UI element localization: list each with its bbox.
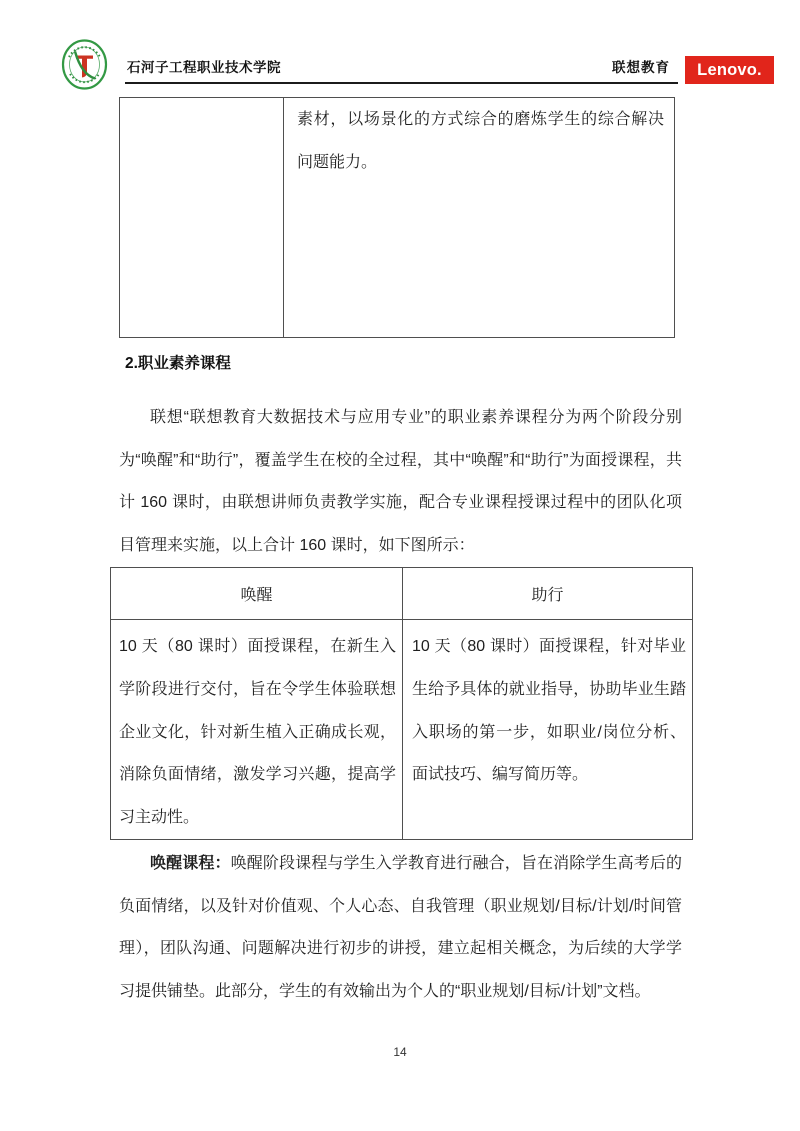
lenovo-logo — [685, 56, 774, 84]
page-number: 14 — [393, 1045, 407, 1059]
awaken-course-body: 唤醒阶段课程与学生入学教育进行融合，旨在消除学生高考后的负面情绪，以及针对价值观、个人心态、自我管理（职业规划/目标/计划/时间管理），团队沟通、问题解决进行初步的讲授，建立起相关概念，为后续的大学学习提供铺垫。此部分，学生的有效输出为个人的“职业规划/目标/计划”文档。 — [119, 855, 682, 1001]
course-table-header-assist: 助行 — [531, 587, 564, 604]
header-divider — [125, 82, 678, 84]
course-stage-table — [110, 567, 693, 840]
course-table-body-row — [111, 620, 692, 839]
lenovo-wordmark: Lenovo. — [697, 60, 762, 79]
awaken-course-paragraph — [119, 843, 682, 1014]
continuation-table-right-cell: 素材，以场景化的方式综合的磨炼学生的综合解决问题能力。 — [297, 111, 664, 171]
lenovo-education-label: 联想教育 — [612, 60, 670, 75]
awaken-course-lead: 唤醒课程： — [150, 855, 231, 872]
school-name: 石河子工程职业技术学院 — [127, 60, 281, 75]
course-table-header-awaken: 唤醒 — [111, 568, 403, 619]
intro-paragraph: 联想“联想教育大数据技术与应用专业”的职业素养课程分为两个阶段分别为“唤醒”和“助行”，覆盖学生在校的全过程，其中“唤醒”和“助行”为面授课程，共计 160 课时，由联想讲师负责教学实施，配合专业课程授课过程中的团队化项目管理来实施，以上合计 160 课时，如下图所示： — [119, 409, 682, 555]
school-seal-svg — [61, 38, 108, 91]
course-table-cell-awaken: 10 天（80 课时）面授课程，在新生入学阶段进行交付，旨在令学生体验联想企业文化，针对新生植入正确成长观，消除负面情绪，激发学习兴趣，提高学习主动性。 — [111, 620, 403, 839]
section-heading: 2.职业素养课程 — [125, 355, 231, 372]
school-seal-icon — [61, 38, 108, 91]
course-table-header-row — [111, 568, 692, 620]
continuation-table — [119, 97, 675, 338]
course-table-cell-assist: 10 天（80 课时）面授课程，针对毕业生给予具体的就业指导，协助毕业生踏入职场的第一步，如职业/岗位分析、面试技巧、编写简历等。 — [412, 638, 686, 784]
continuation-table-left-cell — [120, 98, 284, 337]
